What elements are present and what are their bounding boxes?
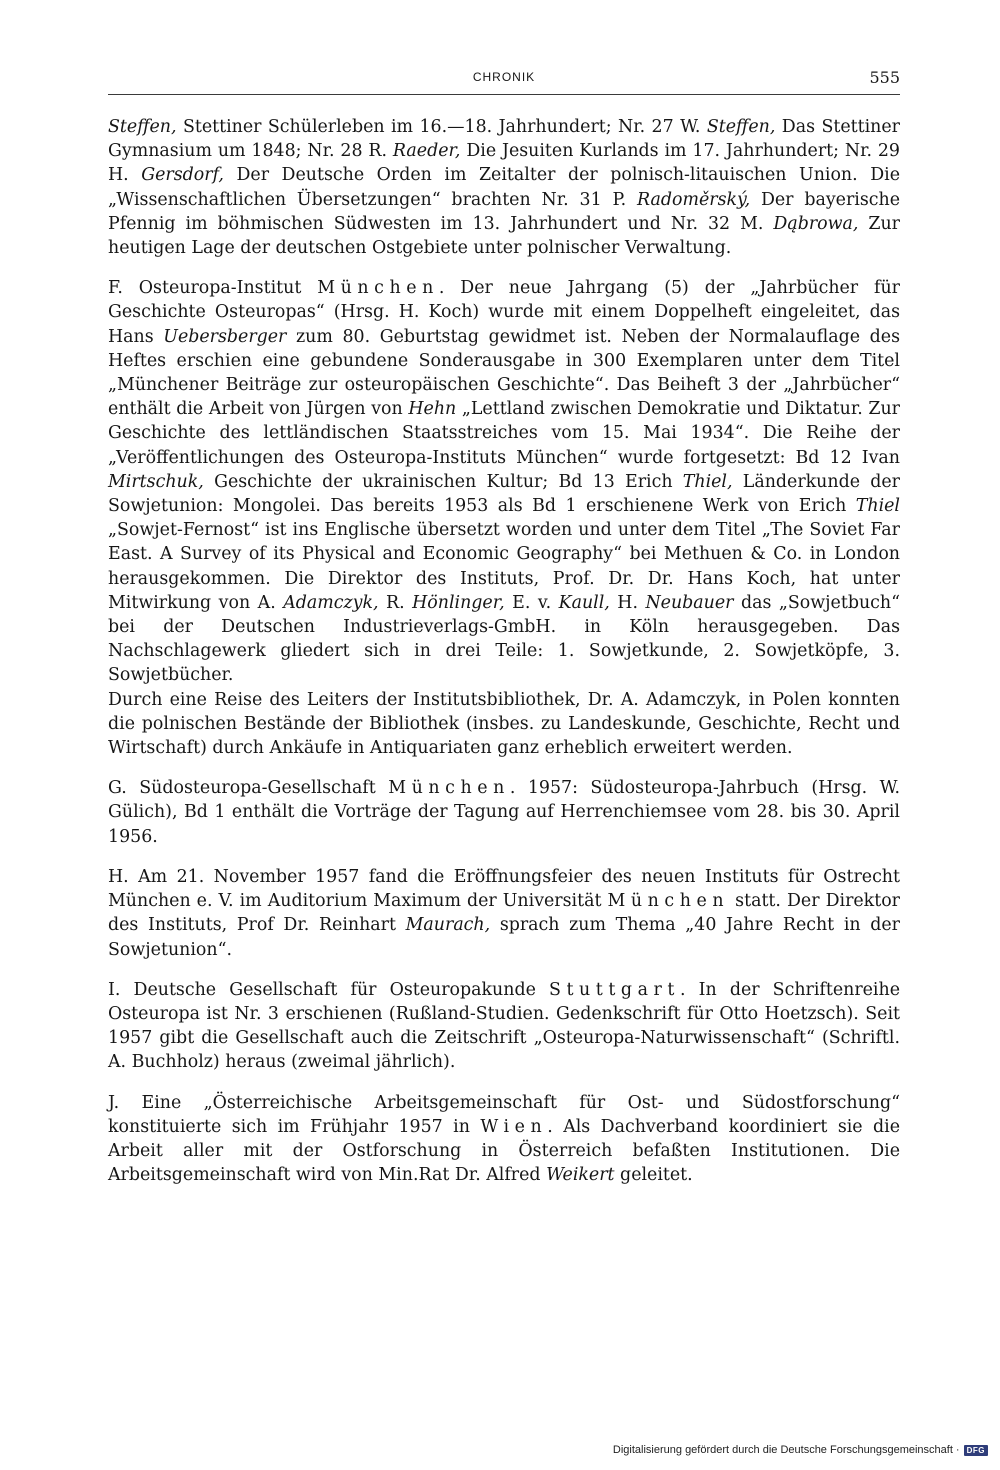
text-run: Stettiner Schülerleben im 16.—18. Jahrhundert; Nr. 27 W. [176, 117, 707, 137]
paragraph-f [108, 276, 900, 687]
author-name: Gersdorf, [141, 165, 224, 186]
dfg-logo: DFG [964, 1445, 988, 1456]
author-name: Raeder, [392, 141, 461, 162]
author-name: Adamczyk, [283, 592, 379, 613]
page-number: 555 [869, 68, 900, 87]
spaced-city: München [317, 278, 439, 299]
author-name: Uebersberger [163, 326, 287, 347]
author-name: Neubauer [645, 592, 734, 613]
author-name: Hönlinger, [412, 592, 505, 613]
paragraph-continuation [108, 115, 900, 260]
author-name: Thiel, [682, 471, 733, 492]
author-name: Dąbrowa, [773, 213, 859, 234]
text-run: Das Stettiner Gymnasium um 1848; Nr. 28 R. [108, 117, 900, 162]
author-name: Steffen, [706, 117, 776, 137]
paragraph-j [108, 1091, 900, 1188]
text-run: . Der neue Jahrgang (5) der „Jahrbücher für Geschichte Osteuropas“ (Hrsg. H. Koch) wurde mit einem Doppelheft eingeleitet, das Hans [108, 278, 900, 347]
body-text [108, 115, 900, 1203]
spaced-city: Wien [480, 1116, 548, 1137]
text-run: Der Deutsche Orden im Zeitalter der polnisch-litauischen Union. Die „Wissenschaftlichen Übersetzungen“ brachten Nr. 31 P. [108, 165, 900, 210]
text-run: Geschichte der ukrainischen Kultur; Bd 13 Erich [203, 471, 683, 492]
author-name: Weikert [546, 1165, 615, 1186]
spaced-city: München [607, 891, 730, 912]
author-name: Kaull, [558, 592, 610, 613]
text-run: G. Südosteuropa-Gesellschaft [108, 778, 389, 799]
author-name: Steffen, [108, 117, 177, 137]
spaced-city: Stuttgart [549, 979, 680, 1000]
author-name: Maurach, [405, 915, 491, 936]
text-run: Die Jesuiten Kurlands im 17. Jahrhundert; Nr. 29 H. [108, 141, 900, 186]
text-run: J. Eine „Österreichische Arbeitsgemeinschaft für Ost- und Südostforschung“ konstituierte sich im Frühjahr 1957 in [108, 1092, 900, 1137]
text-run: „Lettland zwischen Demokratie und Diktatur. Zur Geschichte des lettländischen Staatsstreiches vom 15. Mai 1934“. Die Reihe der „Veröffentlichungen des Osteuropa-Instituts München“ wurde fortgesetzt: Bd 12 Ivan [108, 399, 900, 468]
text-run: Zur heutigen Lage der deutschen Ostgebiete unter polnischer Verwaltung. [108, 213, 900, 259]
text-run: das „Sowjetbuch“ bei der Deutschen Industrieverlags-GmbH. in Köln herausgegeben. Das Nachschlagewerk gliedert sich in drei Teile: 1. Sowjetkunde, 2. Sowjetköpfe, 3. Sowjetbücher. [108, 592, 900, 686]
text-run: statt. Der Direktor des Instituts, Prof Dr. Reinhart [108, 891, 900, 936]
text-run: Der bayerische Pfennig im böhmischen Südwesten im 13. Jahrhundert und Nr. 32 M. [108, 189, 900, 234]
text-run: „Sowjet-Fernost“ ist ins Englische übersetzt worden und unter dem Titel „The Soviet Far East. A Survey of its Physical and Economic Geography“ bei Methuen & Co. in London herausgekommen. Die Direktor des Instituts, Prof. Dr. Dr. Hans Koch, hat unter Mitwirkung von A. [108, 520, 900, 613]
text-run: I. Deutsche Gesellschaft für Osteuropakunde [108, 979, 549, 1000]
paragraph-i [108, 978, 900, 1075]
text-run: H. Am 21. November 1957 fand die Eröffnungsfeier des neuen Instituts für Ostrecht München e. V. im Auditorium Maximum der Universität [108, 866, 900, 912]
text-run: F. Osteuropa-Institut [108, 278, 318, 299]
text-run: E. v. [504, 592, 559, 613]
author-name: Mirtschuk, [108, 471, 204, 492]
author-name: Radoměrský, [637, 189, 751, 210]
footer-text: Digitalisierung gefördert durch die Deutsche Forschungsgemeinschaft · [612, 1444, 960, 1456]
paragraph-h [108, 865, 900, 962]
text-run: zum 80. Geburtstag gewidmet ist. Neben der Normalauflage des Heftes erschien eine gebundene Sonderausgabe in 300 Exemplaren unter dem Titel „Münchener Beiträge zur osteuropäischen Geschichte“. Das Beiheft 3 der „Jahrbücher“ enthält die Arbeit von Jürgen von [108, 326, 901, 420]
text-run: . 1957: Südosteuropa-Jahrbuch (Hrsg. W. Gülich), Bd 1 enthält die Vorträge der Tagung auf Herrenchiemsee vom 28. bis 30. April 1956. [108, 778, 900, 847]
text-run: . In der Schriftenreihe Osteuropa ist Nr. 3 erschienen (Rußland-Studien. Gedenkschrift für Otto Hoetzsch). Seit 1957 gibt die Gesellschaft auch die Zeitschrift „Osteuropa-Naturwissenschaft“ (Schriftl. A. Buchholz) heraus (zweimal jährlich). [108, 979, 900, 1073]
author-name: Hehn [408, 399, 457, 420]
digitization-footer [613, 1444, 988, 1456]
paragraph-f-continued: Durch eine Reise des Leiters der Institutsbibliothek, Dr. A. Adamczyk, in Polen konnten die polnischen Bestände der Bibliothek (insbes. zu Landeskunde, Geschichte, Recht und Wirtschaft) durch Ankäufe in Antiquariaten ganz erheblich erweitert werden. [108, 689, 900, 759]
text-run: sprach zum Thema „40 Jahre Recht in der Sowjetunion“. [108, 915, 900, 960]
text-run: . Als Dachverband koordiniert sie die Arbeit aller mit der Ostforschung in Österreich befaßten Institutionen. Die Arbeitsgemeinschaft wird von Min.Rat Dr. Alfred [108, 1116, 900, 1186]
text-run: R. [378, 592, 413, 613]
paragraph-g [108, 776, 900, 849]
running-head-title: CHRONIK [472, 70, 536, 84]
text-run: Länderkunde der Sowjetunion: Mongolei. Das bereits 1953 als Bd 1 erschienene Werk von Erich [108, 471, 900, 517]
text-run: geleitet. [614, 1165, 693, 1186]
spaced-city: München [388, 778, 510, 799]
author-name: Thiel [855, 496, 900, 517]
text-run: H. [609, 592, 646, 613]
running-head [108, 66, 900, 95]
